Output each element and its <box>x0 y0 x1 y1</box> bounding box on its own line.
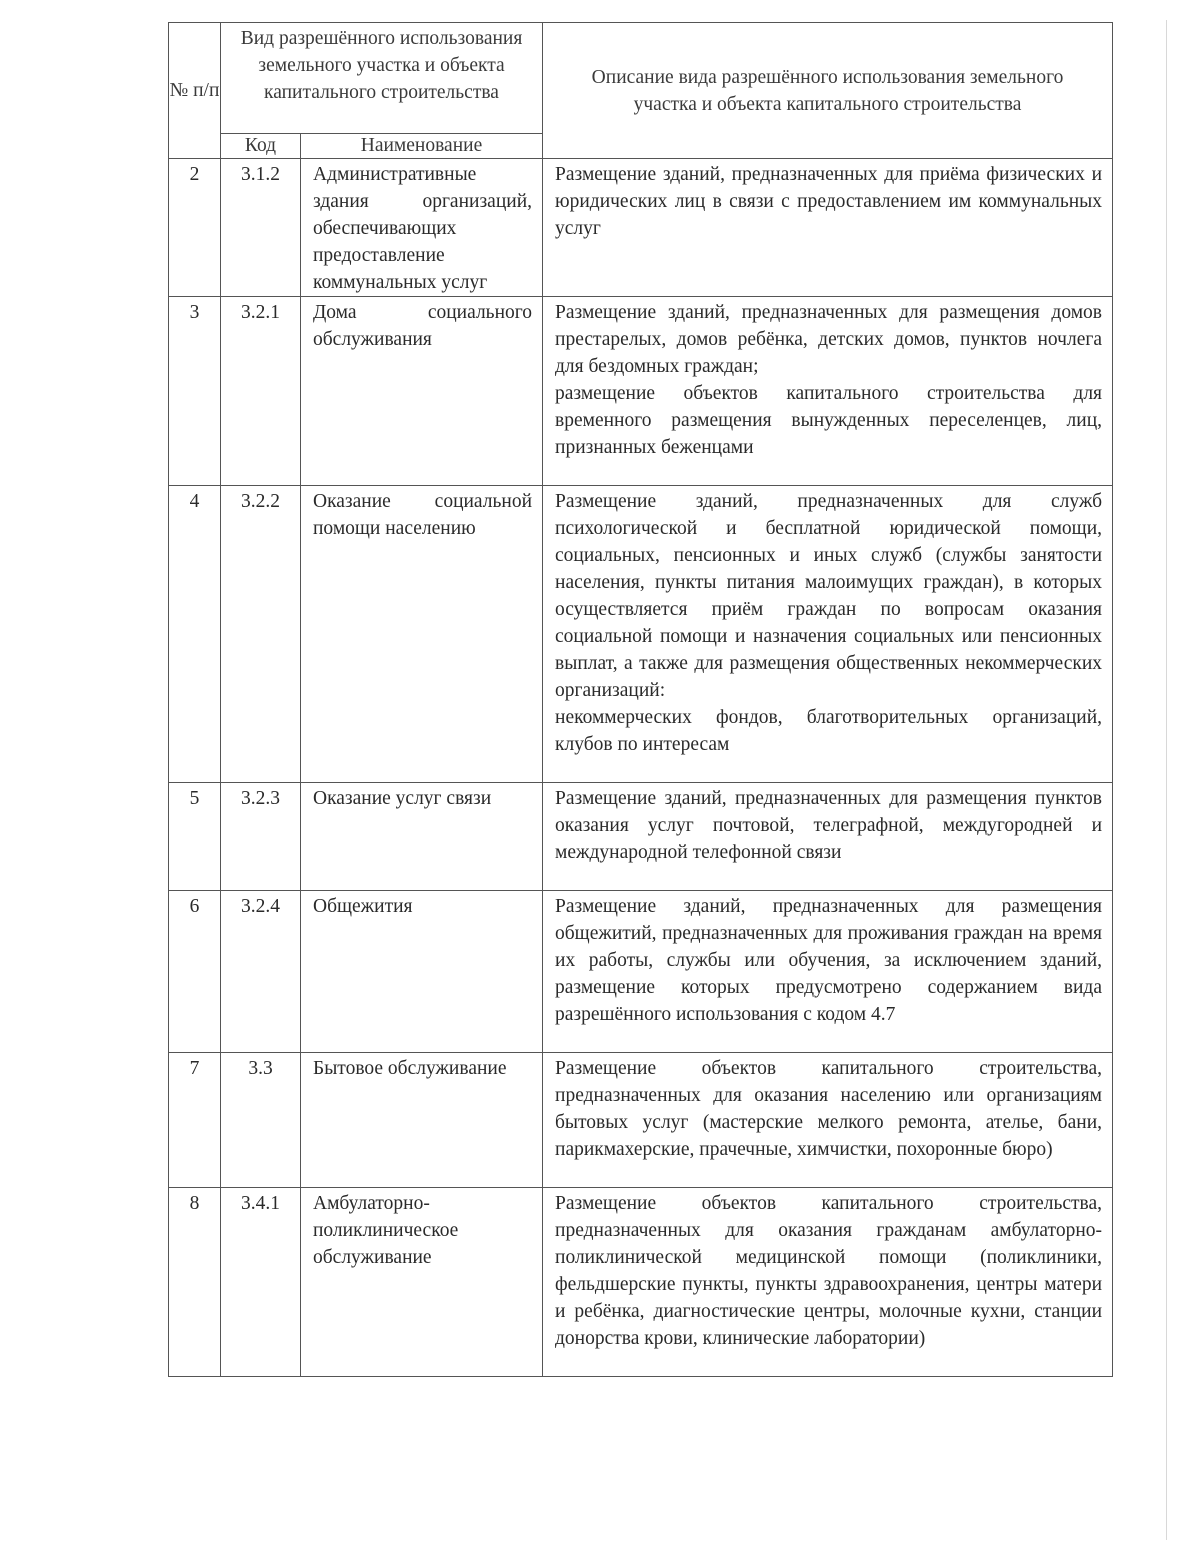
row-name <box>301 1053 543 1188</box>
row-name-text: Оказание услуг связи <box>313 788 492 809</box>
row-code: 3.2.4 <box>221 891 301 1053</box>
row-number: 7 <box>169 1053 221 1188</box>
header-code: Код <box>221 134 301 159</box>
row-name-text: Амбулаторно-поликлиническое обслуживание <box>313 1193 459 1268</box>
row-code: 3.2.2 <box>221 486 301 783</box>
description-paragraph: Размещение объектов капитального строительства, предназначенных для оказания населению или организациям бытовых услуг (мастерские мелкого ремонта, ателье, бани, парикмахерские, прачечные, химчистки, похоронные бюро) <box>555 1058 1103 1160</box>
header-description: Описание вида разрешённого использования земельного участка и объекта капитального строительства <box>543 23 1113 159</box>
table-row <box>169 783 1113 891</box>
description-paragraph: Размещение зданий, предназначенных для служб психологической и бесплатной юридической помощи, социальных, пенсионных и иных служб (службы занятости населения, пункты питания малоимущих граждан), в которых осуществляется приём граждан по вопросам оказания социальной помощи и назначения социальных или пенсионных выплат, а также для размещения общественных некоммерческих организаций: <box>555 491 1103 701</box>
description-paragraph: Размещение объектов капитального строительства, предназначенных для оказания гражданам амбулаторно-поликлинической медицинской помощи (поликлиники, фельдшерские пункты, пункты здравоохранения, центры матери и ребёнка, диагностические центры, молочные кухни, станции донорства крови, клинические лаборатории) <box>555 1193 1103 1349</box>
description-paragraph: Размещение зданий, предназначенных для размещения общежитий, предназначенных для проживания граждан на время их работы, службы или обучения, за исключением зданий, размещение которых предусмотрено содержанием вида разрешённого использования с кодом 4.7 <box>555 896 1103 1025</box>
row-number: 5 <box>169 783 221 891</box>
row-name-text: Дома социального обслуживания <box>313 302 533 350</box>
description-paragraph: Размещение зданий, предназначенных для размещения пунктов оказания услуг почтовой, телеграфной, междугородней и международной телефонной связи <box>555 788 1103 863</box>
row-name-text: Общежития <box>313 896 413 917</box>
row-description <box>543 783 1113 891</box>
row-code: 3.2.3 <box>221 783 301 891</box>
header-number: № п/п <box>169 23 221 159</box>
row-code: 3.3 <box>221 1053 301 1188</box>
description-paragraph: Размещение зданий, предназначенных для приёма физических и юридических лиц в связи с предоставлением им коммунальных услуг <box>555 164 1103 239</box>
row-name <box>301 486 543 783</box>
table-header <box>169 23 1113 159</box>
row-number: 4 <box>169 486 221 783</box>
row-description <box>543 297 1113 486</box>
header-land-use-type: Вид разрешённого использования земельного участка и объекта капитального строительства <box>221 23 543 134</box>
row-name-text: Административные здания организаций, обеспечивающих предоставление коммунальных услуг <box>313 164 533 293</box>
row-code: 3.2.1 <box>221 297 301 486</box>
header-name: Наименование <box>301 134 543 159</box>
table-row <box>169 297 1113 486</box>
scan-edge-line <box>1166 20 1167 1540</box>
row-number: 6 <box>169 891 221 1053</box>
description-paragraph: размещение объектов капитального строительства для временного размещения вынужденных переселенцев, лиц, признанных беженцами <box>555 383 1103 458</box>
row-name <box>301 159 543 297</box>
row-description <box>543 486 1113 783</box>
description-paragraph: Размещение зданий, предназначенных для размещения домов престарелых, домов ребёнка, детских домов, пунктов ночлега для бездомных граждан; <box>555 302 1103 377</box>
row-code: 3.4.1 <box>221 1188 301 1377</box>
row-name <box>301 891 543 1053</box>
description-paragraph: некоммерческих фондов, благотворительных организаций, клубов по интересам <box>555 707 1103 755</box>
row-number: 3 <box>169 297 221 486</box>
row-name <box>301 783 543 891</box>
table-row <box>169 159 1113 297</box>
row-name-text: Бытовое обслуживание <box>313 1058 507 1079</box>
row-name <box>301 297 543 486</box>
row-number: 8 <box>169 1188 221 1377</box>
row-description <box>543 1188 1113 1377</box>
row-name-text: Оказание социальной помощи населению <box>313 491 533 539</box>
table-row <box>169 1053 1113 1188</box>
table-row <box>169 1188 1113 1377</box>
row-code: 3.1.2 <box>221 159 301 297</box>
table-row <box>169 486 1113 783</box>
row-description <box>543 159 1113 297</box>
table-row <box>169 891 1113 1053</box>
row-description <box>543 1053 1113 1188</box>
land-use-table <box>168 22 1113 1377</box>
row-number: 2 <box>169 159 221 297</box>
row-description <box>543 891 1113 1053</box>
row-name <box>301 1188 543 1377</box>
table-body <box>169 159 1113 1377</box>
